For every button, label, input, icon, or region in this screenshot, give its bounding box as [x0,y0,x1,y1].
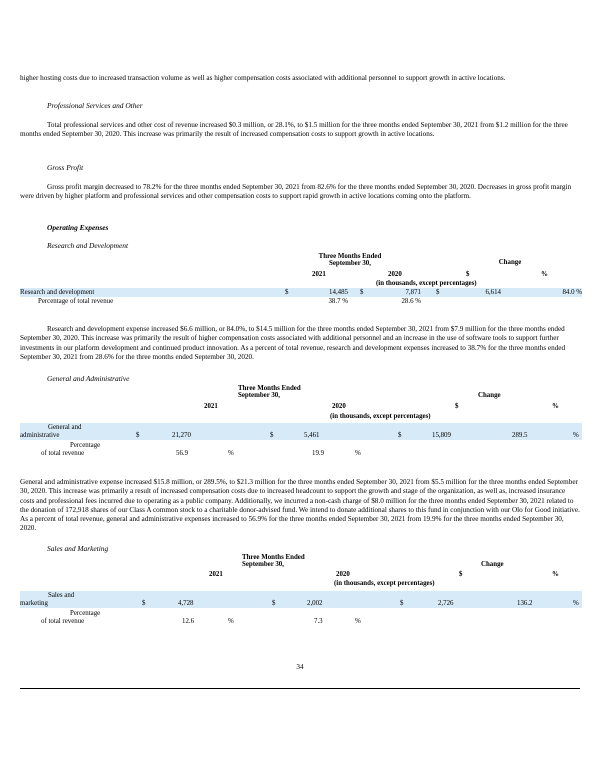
gna-col-dollar: $ [455,403,459,410]
gna-row1-label-a: General and [48,424,82,431]
snm-row1-label-b: marketing [20,600,48,607]
snm-row1-pct: 136.2 [517,600,533,607]
snm-col-pct: % [552,571,559,578]
snm-row1-change: 2,726 [438,600,454,607]
rnd-row2-label: Percentage of total revenue [38,298,114,305]
gna-row1-pct-sign: % [573,432,579,439]
snm-row2-label-b: of total revenue [41,618,85,625]
snm-row2-pct2: % [355,618,361,625]
gna-header-change: Change [478,392,501,399]
gna-col-pct: % [552,403,559,410]
operating-expenses-heading: Operating Expenses [47,223,109,232]
snm-row1-cur1: $ [142,600,146,607]
rnd-units: (in thousands, except percentages) [376,280,477,287]
gna-row2-pct1: % [228,450,234,457]
rnd-header-period: Three Months Ended [318,253,382,260]
prof-services-heading: Professional Services and Other [47,101,143,110]
rnd-row1-cur1: $ [285,289,289,296]
snm-row2-label-a: Percentage [70,610,101,617]
gna-col-2021: 2021 [204,403,218,410]
snm-header-change: Change [481,561,504,568]
rnd-row1-value-2021: 14,485 [329,289,348,296]
rnd-heading: Research and Development [47,241,128,250]
snm-heading: Sales and Marketing [47,544,109,553]
gross-profit-paragraph: Gross profit margin decreased to 78.2% for the three months ended September 30, 2021 from 82.6% for the three months ended September 30, 2020. Decreases in gross profit margin were driven by higher platform and professional services and other compensation costs to support rapid growth in active locations coming onto the platform. [20,183,572,201]
snm-row1-pct-sign: % [573,600,579,607]
rnd-row1-label: Research and development [20,289,95,296]
snm-units: (in thousands, except percentages) [334,580,435,587]
snm-col-dollar: $ [459,571,463,578]
gna-row2-label-b: of total revenue [41,450,85,457]
gna-row1-change: 15,809 [432,432,451,439]
gna-row1-value-2021: 21,270 [172,432,191,439]
rnd-col-2020: 2020 [388,271,402,278]
rnd-col-2021: 2021 [312,271,326,278]
snm-col-2020: 2020 [336,571,350,578]
snm-row-highlight [20,591,582,608]
prof-services-paragraph: Total professional services and other cost of revenue increased $0.3 million, or 28.1%, to $1.5 million for the three months ended September 30, 2021 from $1.2 million for the three months ended September 30, 2020. This increase was primarily the result of increased compensation costs to support growth in active locations. [20,121,568,139]
gna-row2-pct2: % [355,450,361,457]
rnd-header-change: Change [498,259,522,266]
gross-profit-heading: Gross Profit [47,163,84,172]
snm-header-period: Three Months Ended [242,554,305,561]
gna-row2-value-2021: 56.9 [176,450,189,457]
gna-row1-value-2020: 5,461 [304,432,320,439]
gna-header-period: Three Months Ended [238,385,301,392]
gna-row1-cur2: $ [270,432,274,439]
gna-row1-pct: 289.5 [512,432,528,439]
rnd-row1-cur2: $ [360,289,364,296]
snm-row2-value-2021: 12.6 [182,618,195,625]
gna-row1-label-b: administrative [20,432,60,439]
rnd-paragraph: Research and development expense increased $6.6 million, or 84.0%, to $14.5 million for the three months ended September 30, 2021 from $7.9 million for the three months ended September 30, 2020. This increase was primarily the result of higher compensation costs associated with additional personnel and an increase in the use of software tools to support further investments in our platform development and continued product innovation. As a percent of total revenue, research and development expenses increased to 38.7% for the three months ended September 30, 2021 from 28.6% for the three months ended September 30, 2020. [20,325,566,361]
rnd-row1-cur3: $ [436,289,440,296]
snm-row1-cur2: $ [272,600,276,607]
gna-row1-cur1: $ [136,432,140,439]
rnd-row2-value-2020: 28.6 % [401,298,421,305]
gna-heading: General and Administrative [47,374,130,383]
rnd-header-period2: September 30, [329,260,371,267]
gna-col-2020: 2020 [332,403,346,410]
intro-paragraph: higher hosting costs due to increased transaction volume as well as higher compensation costs associated with additional personnel to support growth in active locations. [20,74,506,82]
page-number: 34 [296,663,304,671]
rnd-row1-value-2020: 7,871 [405,289,421,296]
rnd-row2-value-2021: 38.7 % [328,298,348,305]
gna-paragraph: General and administrative expense increased $15.8 million, or 289.5%, to $21.3 million for the three months ended September 30, 2021 from $5.5 million for the three months ended September 30, 2020. This increase was primarily a result of increased compensation costs due to increased headcount to support the growth and stage of the organization, as well as, increased insurance costs and professional fees incurred due to operating as a public company. Additionally, we incurred a non-cash charge of $8.0 million for the three months ended September 30, 2021 related to the donation of 172,918 shares of our Class A common stock to a charitable donor-advised fund. We intend to donate additional shares to this fund in conjunction with our Olo for Good initiative. As a percent of total revenue, general and administrative expenses increased to 56.9% for the three months ended September 30, 2021 from 19.9% for the three months ended September 30, 2020. [20,478,580,533]
rnd-col-dollar: $ [466,271,470,278]
gna-units: (in thousands, except percentages) [330,413,431,420]
snm-col-2021: 2021 [209,571,223,578]
snm-row1-value-2020: 2,002 [307,600,323,607]
gna-row2-value-2020: 19.9 [312,450,325,457]
snm-row2-value-2020: 7.3 [314,618,323,625]
snm-row1-cur3: $ [400,600,404,607]
rnd-col-pct: % [541,271,548,278]
rnd-row1-pct: 84.0 % [562,289,582,296]
snm-header-period2: September 30, [242,561,284,568]
rnd-row1-change: 6,614 [485,289,501,296]
snm-row2-pct1: % [228,618,234,625]
snm-row1-value-2021: 4,728 [178,600,194,607]
snm-row1-label-a: Sales and [48,592,75,599]
gna-row-highlight [20,423,582,440]
gna-row2-label-a: Percentage [70,442,101,449]
gna-header-period2: September 30, [238,392,280,399]
gna-row1-cur3: $ [398,432,402,439]
footer-rule [20,688,580,689]
